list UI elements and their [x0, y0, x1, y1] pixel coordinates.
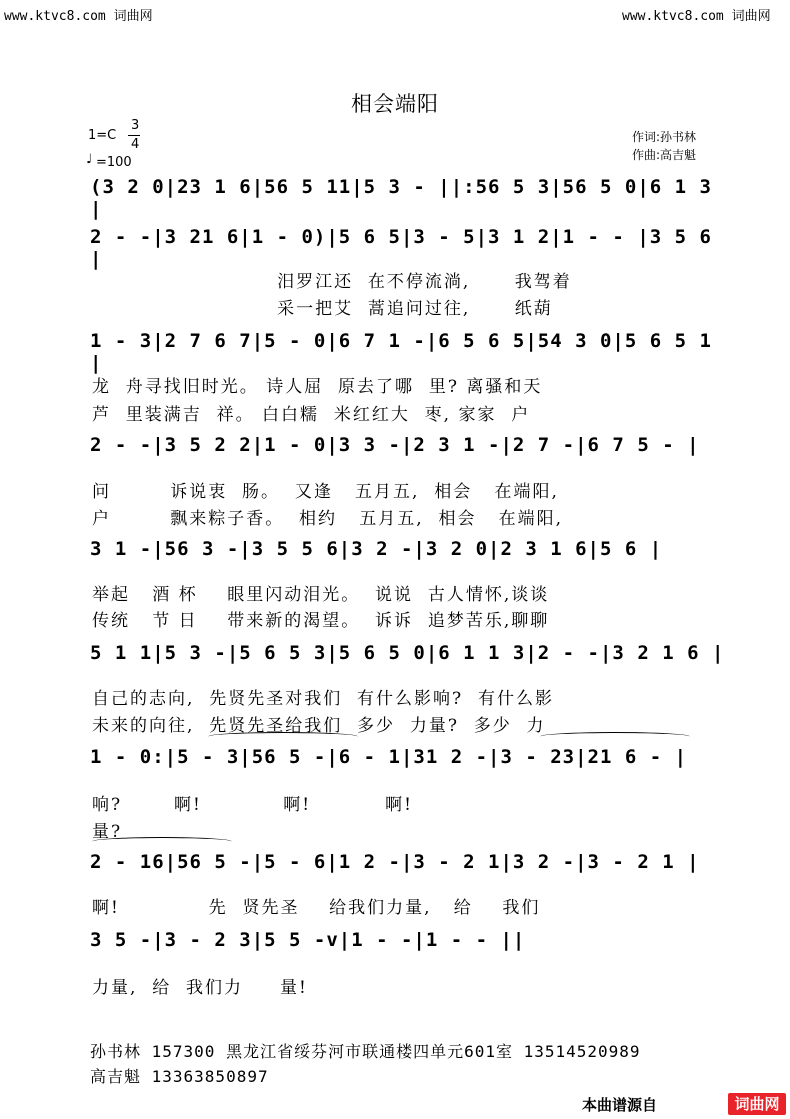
slur-mark	[208, 732, 358, 741]
notation-row: 3 1 -|56 3 -|3 5 5 6|3 2 -|3 2 0|2 3 1 6|5 6 |	[90, 538, 663, 560]
score-line	[90, 929, 730, 961]
source-label: 本曲谱源自	[582, 1096, 658, 1114]
time-signature-divider	[128, 135, 140, 136]
quarter-note-icon: ♩	[86, 152, 93, 167]
key-signature: 1=C	[88, 128, 117, 143]
contact-line-lyricist: 孙书林 157300 黑龙江省绥芬河市联通楼四单元601室 13514520989	[90, 1042, 641, 1061]
time-signature-numerator: 3	[131, 118, 140, 133]
score-line	[90, 434, 730, 466]
notation-row: 1 - 0:|5 - 3|56 5 -|6 - 1|31 2 -|3 - 23|21 6 - |	[90, 746, 688, 768]
lyric-verse-1: 龙 舟寻找旧时光。 诗人屈 原去了哪 里? 离骚和天	[92, 377, 543, 397]
lyric-verse-1: 问 诉说衷 肠。 又逢 五月五, 相会 在端阳,	[92, 482, 559, 502]
lyric-verse-2: 芦 里装满吉 祥。 白白糯 米红红大 枣, 家家 户	[92, 405, 531, 425]
lyric-verse-2: 未来的向往, 先贤先圣给我们 多少 力量? 多少 力	[92, 716, 546, 736]
score-line	[90, 642, 730, 674]
time-signature-denominator: 4	[131, 137, 140, 152]
site-logo[interactable]: 词曲网	[728, 1093, 786, 1115]
lyricist-credit: 作词:孙书林	[632, 130, 697, 144]
notation-row: 2 - 16|56 5 -|5 - 6|1 2 -|3 - 2 1|3 2 -|3 - 2 1 |	[90, 851, 700, 873]
contact-line-composer: 高吉魁 13363850897	[90, 1067, 269, 1086]
lyric-verse-1: 啊! 先 贤先圣 给我们力量, 给 我们	[92, 898, 541, 918]
tempo-marking: =100	[96, 155, 132, 170]
song-title: 相会端阳	[351, 92, 439, 116]
score-line	[90, 851, 730, 883]
composer-credit: 作曲:高吉魁	[632, 148, 697, 162]
notation-row: 5 1 1|5 3 -|5 6 5 3|5 6 5 0|6 1 1 3|2 - -|3 2 1 6 |	[90, 642, 725, 664]
lyric-verse-1: 汨罗江还 在不停流淌, 我驾着	[92, 272, 572, 292]
lyric-verse-2: 采一把艾 蒿追问过往, 纸葫	[92, 299, 553, 319]
notation-row: 1 - 3|2 7 6 7|5 - 0|6 7 1 -|6 5 6 5|54 3 0|5 6 5 1 |	[90, 330, 712, 374]
score-line	[90, 226, 730, 270]
notation-row: (3 2 0|23 1 6|56 5 11|5 3 - ||:56 5 3|56 5 0|6 1 3 |	[90, 176, 712, 220]
lyric-verse-1: 响? 啊! 啊! 啊!	[92, 795, 413, 815]
score-line	[90, 330, 730, 374]
score-line	[90, 176, 730, 220]
lyric-verse-1: 力量, 给 我们力 量!	[92, 978, 308, 998]
watermark-left: www.ktvc8.com 词曲网	[4, 9, 153, 24]
lyric-verse-2: 户 飘来粽子香。 相约 五月五, 相会 在端阳,	[92, 509, 564, 529]
slur-mark	[540, 732, 690, 741]
slur-mark	[92, 837, 232, 846]
notation-row: 2 - -|3 21 6|1 - 0)|5 6 5|3 - 5|3 1 2|1 - - |3 5 6 |	[90, 226, 712, 270]
lyric-verse-2: 传统 节 日 带来新的渴望。 诉诉 追梦苦乐,聊聊	[92, 611, 550, 631]
lyric-verse-1: 自己的志向, 先贤先圣对我们 有什么影响? 有什么影	[92, 689, 554, 709]
notation-row: 2 - -|3 5 2 2|1 - 0|3 3 -|2 3 1 -|2 7 -|6 7 5 - |	[90, 434, 700, 456]
watermark-right: www.ktvc8.com 词曲网	[622, 9, 771, 24]
lyric-verse-2: 量?	[92, 822, 123, 842]
score-line	[90, 746, 730, 778]
lyric-verse-1: 举起 酒 杯 眼里闪动泪光。 说说 古人情怀,谈谈	[92, 585, 550, 605]
notation-row: 3 5 -|3 - 2 3|5 5 -v|1 - -|1 - - ||	[90, 929, 526, 951]
score-line	[90, 538, 730, 570]
